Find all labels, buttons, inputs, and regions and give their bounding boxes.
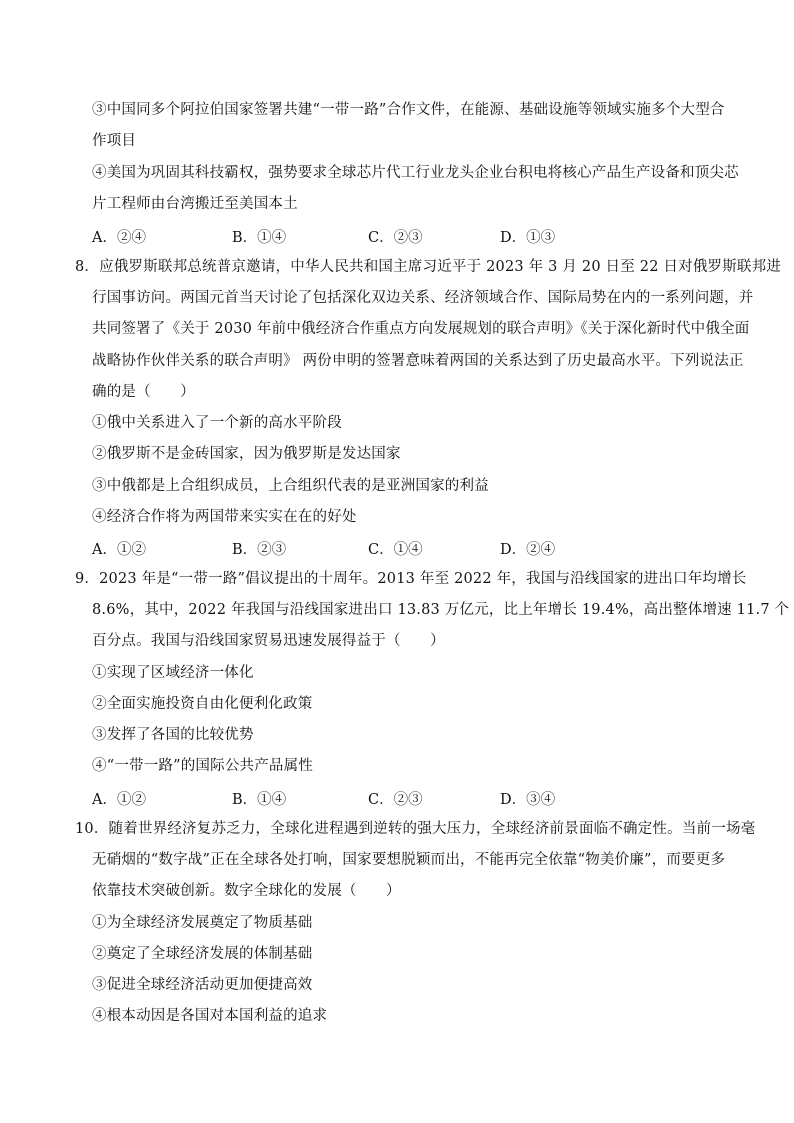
q9-stem-line1: 9．2023 年是“一带一路”倡议提出的十周年。2013 年至 2022 年，我国与沿线国家的进出口年均增长 [75,571,747,587]
q8-option-d: D．②④ [500,542,556,558]
q9-option-d: D．③④ [500,792,556,808]
q8-stem-line1: 8．应俄罗斯联邦总统普京邀请，中华人民共和国主席习近平于 2023 年 3 月 20 日至 22 日对俄罗斯联邦进 [75,259,782,275]
q8-option-c: C．①④ [368,542,423,558]
q8-options [92,538,692,558]
q7-item3-line2: 作项目 [92,133,137,149]
q9-option-b: B．①④ [232,792,287,808]
q9-options [92,788,692,808]
q8-stem-line4: 战略协作伙伴关系的联合声明》 两份申明的签署意味着两国的关系达到了历史最高水平。下列说法正 [92,353,744,369]
q10-item-2: ②奠定了全球经济发展的体制基础 [92,946,313,962]
q7-option-a: A．②④ [92,230,146,246]
q8-option-b: B．②③ [232,542,287,558]
q9-item-4: ④“一带一路”的国际公共产品属性 [92,758,314,774]
q7-option-d: D．①③ [500,230,556,246]
q10-item-4: ④根本动因是各国对本国利益的追求 [92,1008,328,1024]
q7-item4-line1: ④美国为巩固其科技霸权，强势要求全球芯片代工行业龙头企业台积电将核心产品生产设备和顶尖芯 [92,165,739,181]
q8-option-a: A．①② [92,542,146,558]
q10-item-1: ①为全球经济发展奠定了物质基础 [92,915,313,931]
q8-item-2: ②俄罗斯不是金砖国家，因为俄罗斯是发达国家 [92,446,401,462]
q10-stem-line2: 无硝烟的“数字战”正在全球各处打响，国家要想脱颖而出，不能再完全依靠“物美价廉”，而要更多 [92,852,726,868]
q9-item-3: ③发挥了各国的比较优势 [92,727,254,743]
q8-stem-line3: 共同签署了《关于 2030 年前中俄经济合作重点方向发展规划的联合声明》《关于深化新时代中俄全面 [92,321,750,337]
q8-stem-line5: 确的是（ ） [92,384,195,400]
q7-option-b: B．①④ [232,230,287,246]
q7-option-c: C．②③ [368,230,423,246]
q9-item-2: ②全面实施投资自由化便利化政策 [92,696,313,712]
q8-item-4: ④经济合作将为两国带来实实在在的好处 [92,509,357,525]
q9-stem-line2: 8.6%，其中，2022 年我国与沿线国家进出口 13.83 万亿元，比上年增长 19.4%，高出整体增速 11.7 个 [92,602,790,618]
q10-stem-line1: 10．随着世界经济复苏乏力，全球化进程遇到逆转的强大压力，全球经济前景面临不确定性。当前一场毫 [75,821,756,837]
q7-item4-line2: 片工程师由台湾搬迁至美国本土 [92,196,298,212]
q9-option-c: C．②③ [368,792,423,808]
q8-item-3: ③中俄都是上合组织成员，上合组织代表的是亚洲国家的利益 [92,478,489,494]
q10-stem-line3: 依靠技术突破创新。数字全球化的发展（ ） [92,883,401,899]
q9-stem-line3: 百分点。我国与沿线国家贸易迅速发展得益于（ ） [92,633,445,649]
q7-item3-line1: ③中国同多个阿拉伯国家签署共建“一带一路”合作文件，在能源、基础设施等领域实施多个大型合 [92,102,725,118]
q8-stem-line2: 行国事访问。两国元首当天讨论了包括深化双边关系、经济领域合作、国际局势在内的一系列问题，并 [92,290,754,306]
q9-item-1: ①实现了区域经济一体化 [92,665,254,681]
q9-option-a: A．①② [92,792,146,808]
q10-item-3: ③促进全球经济活动更加便捷高效 [92,977,313,993]
q8-item-1: ①俄中关系进入了一个新的高水平阶段 [92,415,342,431]
q7-options [92,226,692,246]
